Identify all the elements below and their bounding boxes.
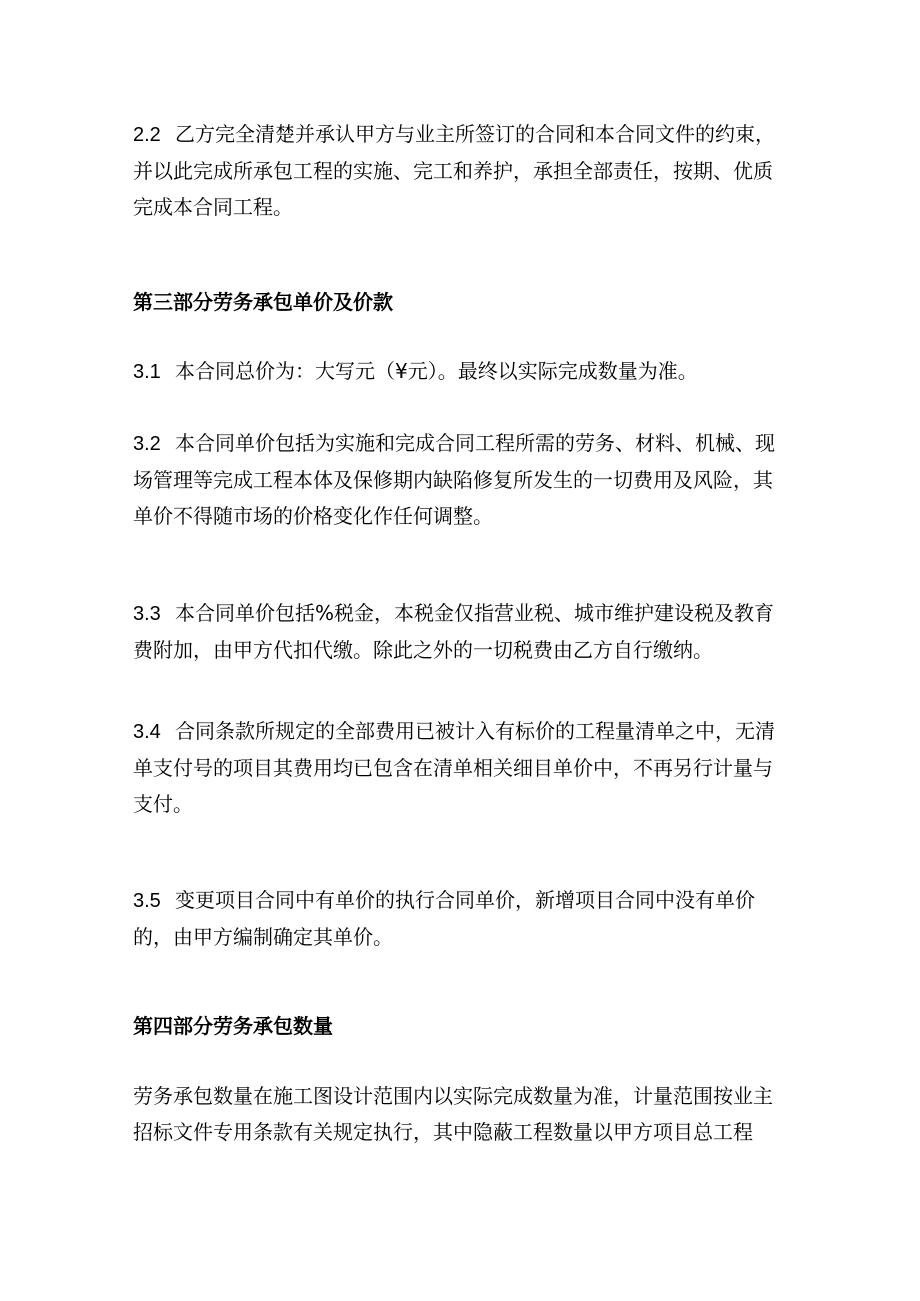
clause-line: 场管理等完成工程本体及保修期内缺陷修复所发生的一切费用及风险，其 [133, 468, 773, 492]
clause-2-2 [133, 116, 793, 225]
clause-line [133, 595, 793, 632]
section-heading-3: 第三部分劳务承包单价及价款 [133, 290, 393, 314]
section-4-paragraph [133, 1078, 793, 1150]
clause-number: 2.2 [133, 124, 161, 146]
clause-3-5 [133, 882, 793, 955]
clause-text: 本合同总价为：大写元（¥元）。最终以实际完成数量为准。 [175, 359, 698, 383]
clause-text: 本合同单价包括%税金，本税金仅指营业税、城市维护建设税及教育 [175, 601, 775, 625]
paragraph-line: 招标文件专用条款有关规定执行，其中隐蔽工程数量以甲方项目总工程 [133, 1120, 753, 1144]
clause-line: 单价不得随市场的价格变化作任何调整。 [133, 504, 493, 528]
section-heading-4: 第四部分劳务承包数量 [133, 1014, 333, 1038]
clause-3-1 [133, 353, 793, 390]
clause-line [133, 425, 793, 462]
clause-number: 3.1 [133, 361, 161, 383]
clause-text: 合同条款所规定的全部费用已被计入有标价的工程量清单之中，无清 [175, 719, 775, 743]
paragraph-line: 劳务承包数量在施工图设计范围内以实际完成数量为准，计量范围按业主 [133, 1084, 773, 1108]
clause-text: 变更项目合同中有单价的执行合同单价，新增项目合同中没有单价 [175, 888, 755, 912]
clause-line [133, 713, 793, 750]
clause-line: 完成本合同工程。 [133, 195, 293, 219]
clause-3-4 [133, 713, 793, 822]
clause-number: 3.4 [133, 721, 161, 743]
clause-3-3 [133, 595, 793, 668]
clause-line [133, 116, 793, 153]
clause-3-2 [133, 425, 793, 534]
clause-line [133, 353, 793, 390]
clause-number: 3.2 [133, 433, 161, 455]
clause-line: 费附加，由甲方代扣代缴。除此之外的一切税费由乙方自行缴纳。 [133, 638, 713, 662]
clause-number: 3.5 [133, 890, 161, 912]
clause-line: 并以此完成所承包工程的实施、完工和养护，承担全部责任，按期、优质 [133, 159, 773, 183]
clause-number: 3.3 [133, 603, 161, 625]
clause-line: 支付。 [133, 792, 193, 816]
clause-text: 乙方完全清楚并承认甲方与业主所签订的合同和本合同文件的约束， [175, 122, 775, 146]
clause-line: 单支付号的项目其费用均已包含在清单相关细目单价中，不再另行计量与 [133, 756, 773, 780]
clause-line [133, 882, 793, 919]
clause-line: 的，由甲方编制确定其单价。 [133, 925, 393, 949]
clause-text: 本合同单价包括为实施和完成合同工程所需的劳务、材料、机械、现 [175, 431, 775, 455]
